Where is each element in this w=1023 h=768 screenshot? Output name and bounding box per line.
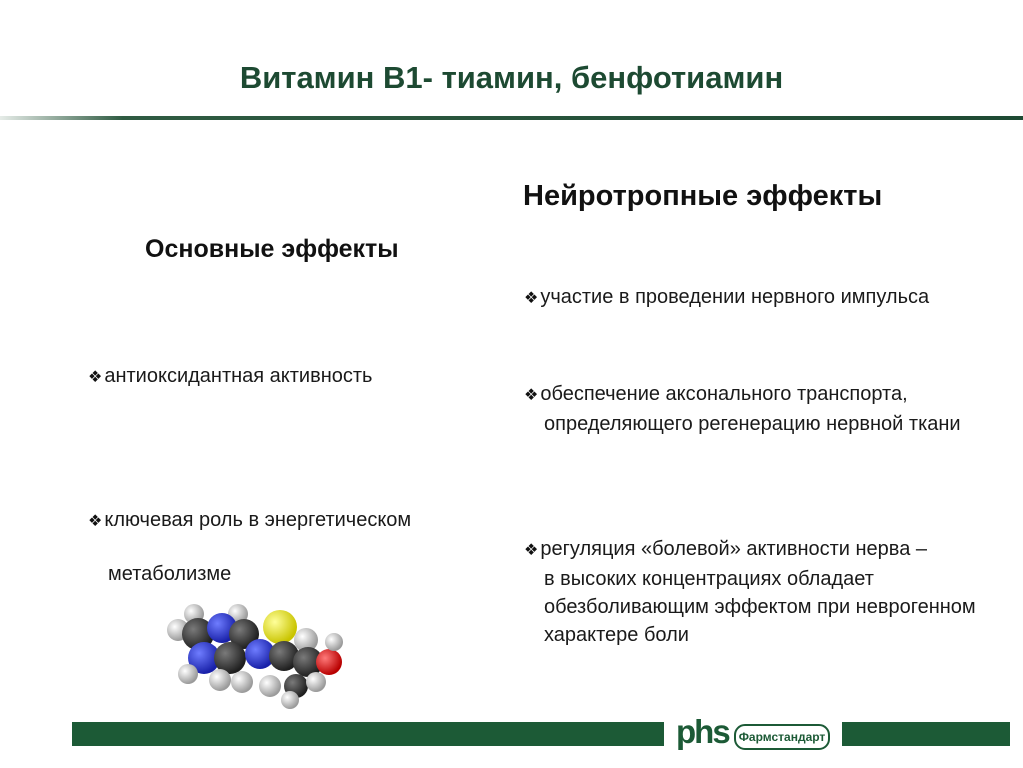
main-effect-text: ключевая роль в энергетическом <box>104 509 412 531</box>
neurotropic-effects-heading: Нейротропные эффекты <box>523 180 883 212</box>
logo-name-badge: Фармстандарт <box>734 724 830 750</box>
diamond-bullet-icon: ❖ <box>524 542 539 559</box>
diamond-bullet-icon: ❖ <box>524 387 539 404</box>
main-effect-text: антиоксидантная активность <box>104 365 373 387</box>
slide-title: Витамин В1- тиамин, бенфотиамин <box>239 60 784 95</box>
neurotropic-effect-item <box>524 535 999 649</box>
main-effect-item <box>88 362 372 392</box>
footer-bar <box>842 722 1010 746</box>
pharmstandard-logo <box>676 712 828 756</box>
neurotropic-effect-text: обеспечение аксонального транспорта, <box>540 383 908 405</box>
thiamine-molecule-image <box>158 600 350 712</box>
neurotropic-effect-text: участие в проведении нервного импульса <box>540 286 930 308</box>
main-effect-text-continued: метаболизме <box>108 563 232 585</box>
neurotropic-effect-item <box>524 283 1004 313</box>
neurotropic-effect-text: регуляция «болевой» активности нерва – <box>540 538 927 560</box>
neurotropic-effect-text-continued: в высоких концентрациях обладает обезболивающим эффектом при неврогенном характере боли <box>544 568 976 646</box>
neurotropic-effect-text-continued: определяющего регенерацию нервной ткани <box>544 413 961 435</box>
footer-bar <box>72 722 664 746</box>
diamond-bullet-icon: ❖ <box>88 513 103 530</box>
neurotropic-effect-item <box>524 380 994 438</box>
main-effect-item <box>88 506 518 588</box>
diamond-bullet-icon: ❖ <box>524 290 539 307</box>
title-divider <box>0 116 1023 120</box>
logo-mark: phs <box>676 713 729 750</box>
main-effects-heading: Основные эффекты <box>145 235 399 263</box>
diamond-bullet-icon: ❖ <box>88 369 103 386</box>
